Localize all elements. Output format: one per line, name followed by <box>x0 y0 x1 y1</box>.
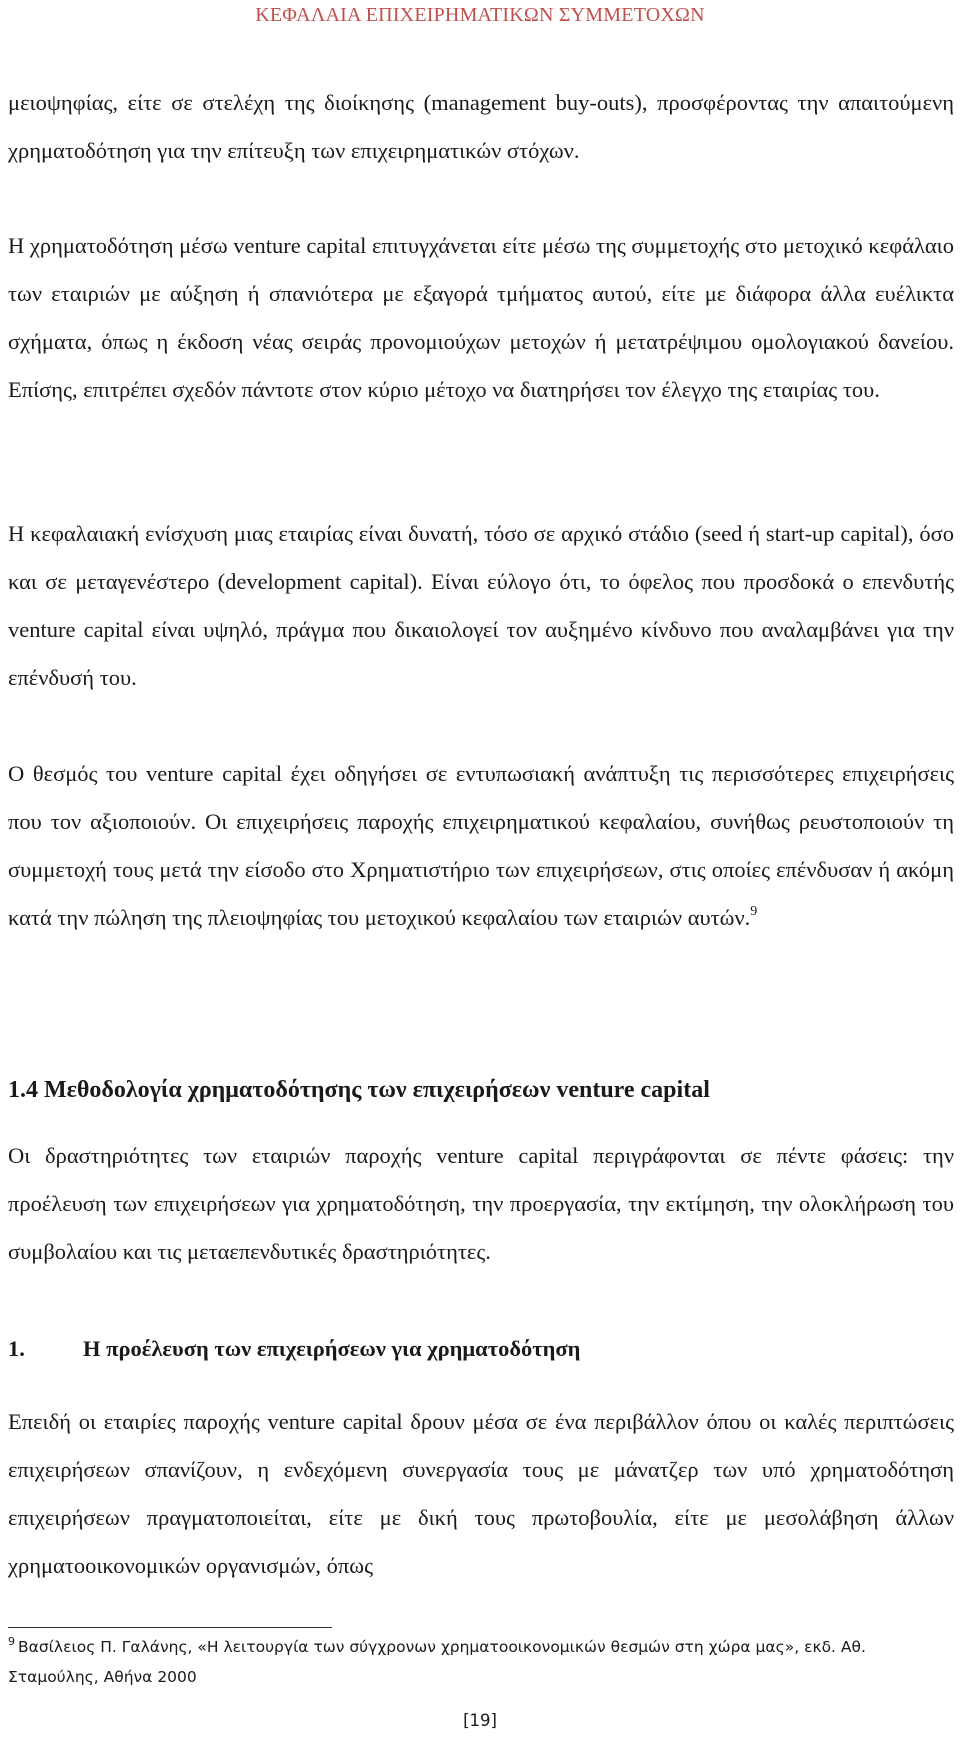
footnote <box>8 1632 954 1692</box>
page-number: [19] <box>463 1711 497 1730</box>
paragraph-with-footnote <box>8 750 954 942</box>
paragraph-text: μειοψηφίας, είτε σε στελέχη της διοίκησης (management buy-outs), προσφέροντας την απαιτούμενη χρηματοδότηση για την επίτευξη των επιχειρηματικών στόχων. <box>8 90 954 163</box>
paragraph-text: Επειδή οι εταιρίες παροχής venture capital δρουν μέσα σε ένα περιβάλλον όπου οι καλές περιπτώσεις επιχειρήσεων σπανίζουν, η ενδεχόμενη συνεργασία τους με μάνατζερ των υπό χρηματοδότηση επιχειρήσεων πραγματοποιείται, είτε με δική τους πρωτοβουλία, είτε με μεσολάβηση άλλων χρηματοοικονομικών οργανισμών, όπως <box>8 1409 954 1578</box>
paragraph-continuation <box>8 79 954 175</box>
paragraph-text: Η χρηματοδότηση μέσω venture capital επιτυγχάνεται είτε μέσω της συμμετοχής στο μετοχικό κεφάλαιο των εταιριών με αύξηση ή σπανιότερα με εξαγορά τμήματος αυτού, είτε με διάφορα άλλα ευέλικτα σχήματα, όπως η έκδοση νέας σειράς προνομιούχων μετοχών ή μετατρέψιμου ομολογιακού δανείου. Επίσης, επιτρέπει σχεδόν πάντοτε στον κύριο μέτοχο να διατηρήσει τον έλεγχο της εταιρίας του. <box>8 233 954 402</box>
footnote-reference[interactable]: 9 <box>750 904 758 919</box>
paragraph-text: Η κεφαλαιακή ενίσχυση μιας εταιρίας είναι δυνατή, τόσο σε αρχικό στάδιο (seed ή start-up capital), όσο και σε μεταγενέστερο (development capital). Είναι εύλογο ότι, το όφελος που προσδοκά ο επενδυτής venture capital είναι υψηλό, πράγμα που δικαιολογεί τον αυξημένο κίνδυνο που αναλαμβάνει για την επένδυσή του. <box>8 521 954 690</box>
footnote-text: Βασίλειος Π. Γαλάνης, «Η λειτουργία των σύγχρονων χρηματοοικονομικών θεσμών στη χώρα μας», εκδ. Αθ. Σταμούλης, Αθήνα 2000 <box>8 1638 866 1686</box>
footnote-separator <box>8 1627 332 1628</box>
paragraph-institution <box>8 750 954 942</box>
paragraph-text: Ο θεσμός του venture capital έχει οδηγήσει σε εντυπωσιακή ανάπτυξη τις περισσότερες επιχειρήσεις που τον αξιοποιούν. Οι επιχειρήσεις παροχής επιχειρηματικού κεφαλαίου, συνήθως ρευστοποιούν τη συμμετοχή τους μετά την είσοδο στο Χρηματιστήριο των επιχειρήσεων, στις οποίες επένδυσαν ή ακόμη κατά την πώληση της πλειοψηφίας του μετοχικού κεφαλαίου των εταιριών αυτών. <box>8 761 954 930</box>
subsection-number: 1. <box>8 1336 25 1361</box>
paragraph-text: Οι δραστηριότητες των εταιριών παροχής venture capital περιγράφονται σε πέντε φάσεις: την προέλευση των επιχειρήσεων για χρηματοδότηση, την προεργασία, την εκτίμηση, την ολοκλήρωση του συμβολαίου και τις μεταεπενδυτικές δραστηριότητες. <box>8 1143 954 1264</box>
section-heading: 1.4 Μεθοδολογία χρηματοδότησης των επιχειρήσεων venture capital <box>8 1077 710 1103</box>
paragraph-phases <box>8 1132 954 1276</box>
paragraph-deal-origination <box>8 1398 954 1590</box>
running-header: ΚΕΦΑΛΑΙΑ ΕΠΙΧΕΙΡΗΜΑΤΙΚΩΝ ΣΥΜΜΕΤΟΧΩΝ <box>255 4 705 26</box>
subsection-heading <box>8 1336 580 1362</box>
paragraph-venture-capital-financing <box>8 222 954 414</box>
footnote-number: 9 <box>8 1635 15 1648</box>
paragraph-capital-strengthening <box>8 510 954 702</box>
subsection-title: Η προέλευση των επιχειρήσεων για χρηματοδότηση <box>83 1336 581 1361</box>
